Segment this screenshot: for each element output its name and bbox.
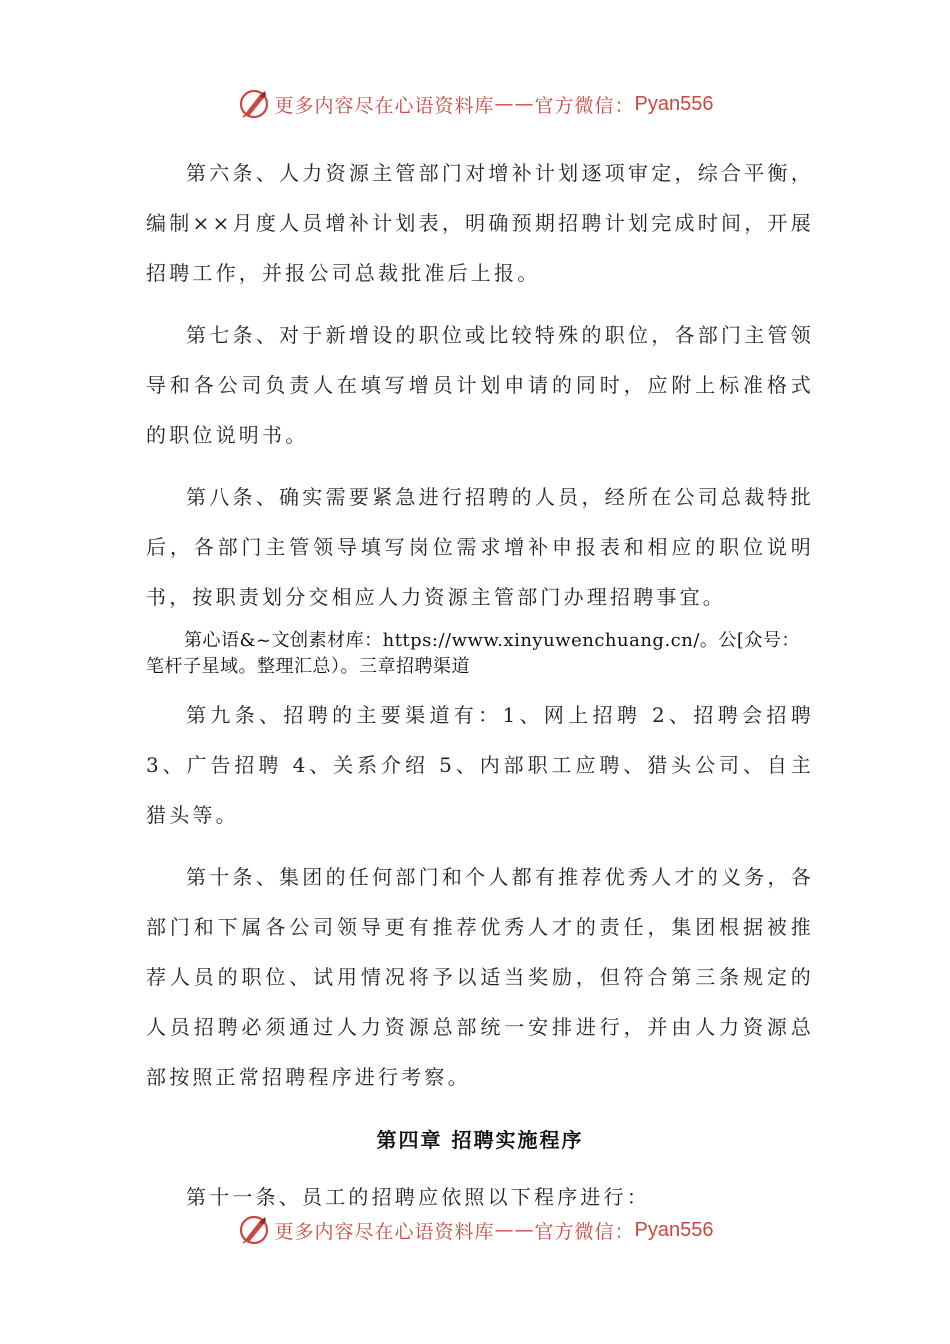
banner-wechat-id: Pyan556 [634,92,714,115]
document-body [146,148,814,1222]
article-7: 第七条、对于新增设的职位或比较特殊的职位，各部门主管领导和各公司负责人在填写增员计划申请的同时，应附上标准格式的职位说明书。 [146,323,814,447]
banner-sub-text: 官方微信： [534,1220,635,1243]
banner-main-text: 更多内容尽在心语资料库 [274,1220,495,1243]
article-6: 第六条、人力资源主管部门对增补计划逐项审定，综合平衡，编制××月度人员增补计划表，明确预期招聘计划完成时间，开展招聘工作，并报公司总裁批准后上报。 [146,161,814,285]
banner-sub-text: 官方微信： [534,94,635,117]
chapter-title: 第四章 招聘实施程序 [376,1128,584,1152]
article-9: 第九条、招聘的主要渠道有：1、网上招聘 2、招聘会招聘 3、广告招聘 4、关系介绍 5、内部职工应聘、猎头公司、自主猎头等。 [146,703,814,827]
article-8: 第八条、确实需要紧急进行招聘的人员，经所在公司总裁特批后，各部门主管领导填写岗位需求增补申报表和相应的职位说明书，按职责划分交相应人力资源主管部门办理招聘事宜。 [146,485,814,609]
quill-pen-logo-icon [237,1213,271,1247]
footer-banner [0,1210,950,1250]
article-10: 第十条、集团的任何部门和个人都有推荐优秀人才的义务，各部门和下属各公司领导更有推荐优秀人才的责任，集团根据被推荐人员的职位、试用情况将予以适当奖励，但符合第三条规定的人员招聘必须通过人力资源总部统一安排进行，并由人力资源总部按照正常招聘程序进行考察。 [146,865,814,1089]
article-11: 第十一条、员工的招聘应依照以下程序进行： [186,1185,650,1209]
header-banner [0,84,950,124]
banner-dash: —— [494,93,535,115]
banner-wechat-id: Pyan556 [634,1218,714,1241]
banner-main-text: 更多内容尽在心语资料库 [274,94,495,117]
inserted-source-note: 第心语&~文创素材库：https://www.xinyuwenchuang.cn/。公[众号：笔杆子星域。整理汇总）。三章招聘渠道 [146,630,800,677]
quill-pen-logo-icon [237,87,271,121]
banner-dash: —— [494,1219,535,1241]
